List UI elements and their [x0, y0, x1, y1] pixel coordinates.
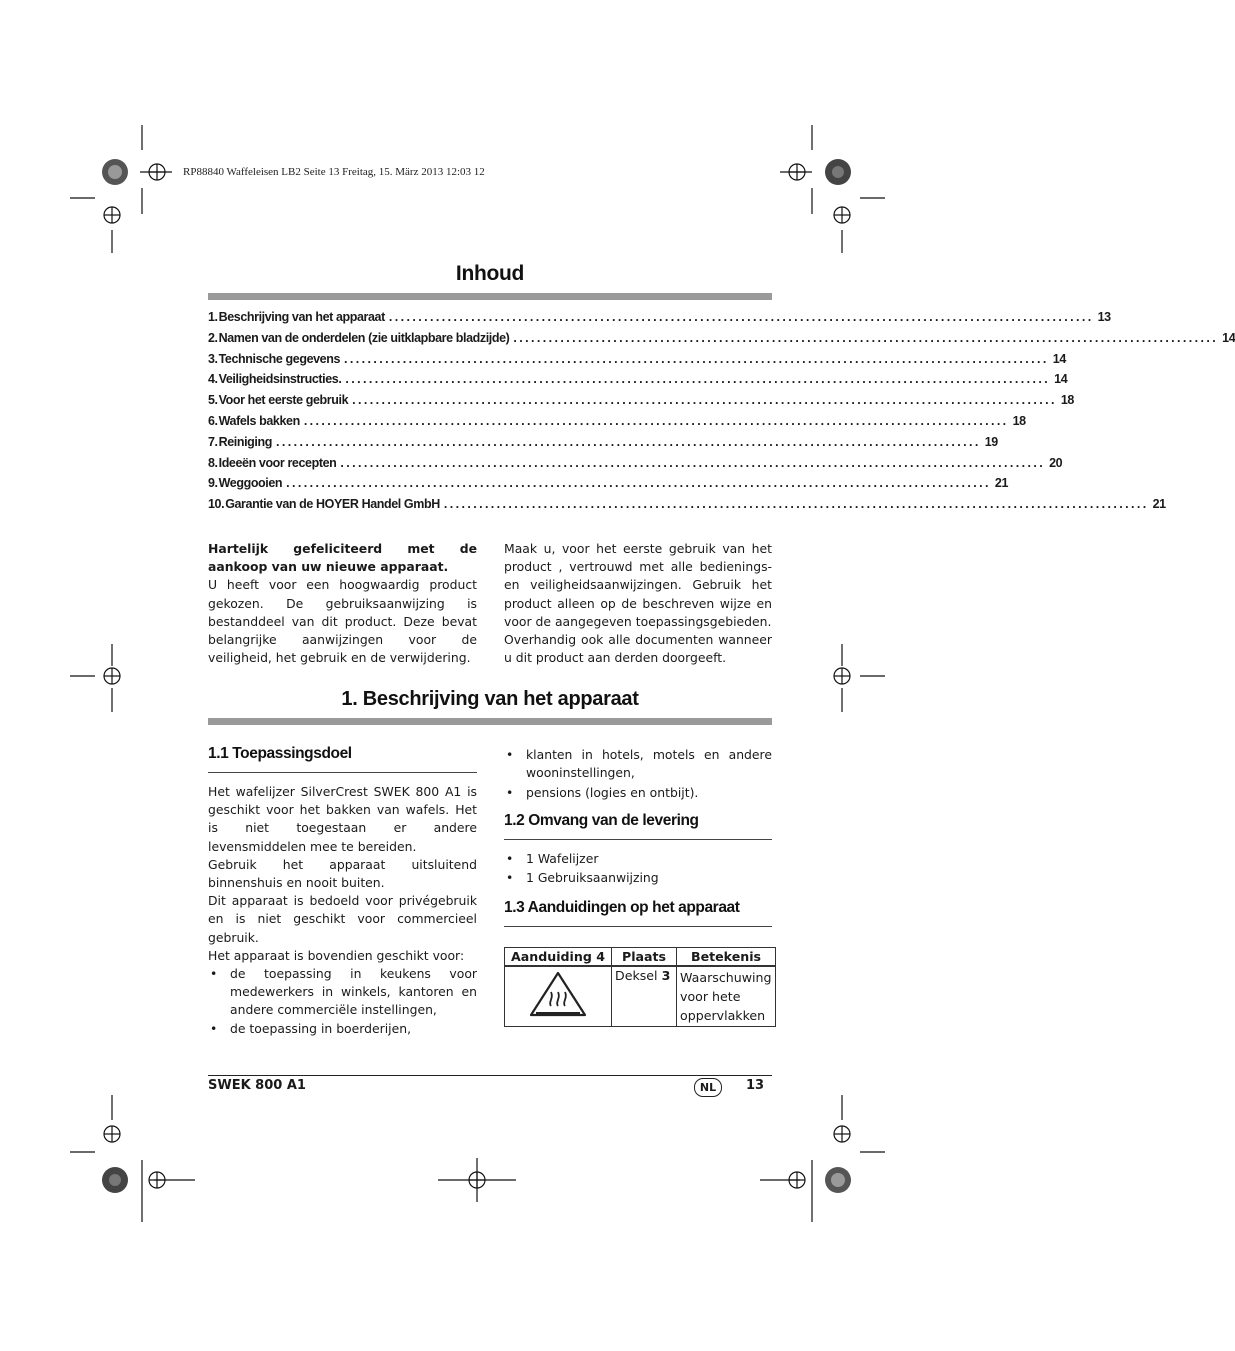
subsection-rule: [504, 926, 772, 927]
toc-page-number: 14: [1052, 351, 1066, 366]
toc-number: 8.: [208, 455, 218, 470]
subsection-title-1-3: 1.3 Aanduidingen op het apparaat: [504, 899, 740, 916]
toc-entry-title: Weggooien: [218, 476, 283, 491]
toc-row[interactable]: [208, 476, 1009, 497]
toc-row[interactable]: [208, 393, 1074, 414]
toc-number: 7.: [208, 434, 218, 449]
toc-entry-title: Ideeën voor recepten: [218, 455, 337, 470]
paragraph: Het wafelijzer SilverCrest SWEK 800 A1 is geschikt voor het bakken van wafels. Het is niet toegestaan er andere levensmiddelen mee te bereiden.: [208, 784, 477, 854]
toc-row[interactable]: [208, 351, 1066, 373]
toc-entry-title: Reiniging: [218, 434, 272, 449]
toc-leader-dots: ........................................................................................................................: [388, 310, 1094, 324]
intro-right: [504, 540, 772, 667]
toc-page-number: 14: [1222, 330, 1235, 345]
subsection-rule: [504, 839, 772, 840]
intro-left-text: U heeft voor een hoogwaardig product gekozen. De gebruiksaanwijzing is bestanddeel van dit product. Deze bevat belangrijke aanwijzingen voor de veiligheid, het gebruik en de verwijdering.: [208, 577, 477, 666]
toc-number: 4.: [208, 372, 218, 387]
toc-entry-title: Technische gegevens: [218, 351, 341, 366]
toc-page-number: 20: [1049, 455, 1063, 470]
toc-page-number: 21: [994, 476, 1009, 491]
toc-number: 5.: [208, 393, 218, 408]
toc-page-number: 14: [1054, 372, 1068, 387]
toc-leader-dots: ........................................................................................................................: [340, 455, 1046, 470]
toc-number: 2.: [208, 330, 218, 345]
paragraph: Het apparaat is bovendien geschikt voor:: [208, 947, 465, 963]
toc-row[interactable]: [208, 413, 1026, 435]
toc-page-number: 21: [1152, 497, 1166, 512]
toc-number: 6.: [208, 413, 218, 428]
subsection-title-1-1: 1.1 Toepassingsdoel: [208, 745, 352, 762]
toc-page-number: 18: [1012, 413, 1026, 428]
toc-number: 9.: [208, 476, 218, 491]
hot-surface-warning-icon: [528, 970, 588, 1018]
language-badge: NL: [694, 1078, 722, 1097]
delivery-list: [504, 850, 772, 887]
toc-leader-dots: ........................................................................................................................: [303, 413, 1009, 428]
intro-right-p1: Maak u, voor het eerste gebruik van het product , vertrouwd met alle bedienings- en veiligheidsaanwijzingen. Gebruik het product alleen op de beschreven wijze en voor de aangegeven toepassingsgebieden.: [504, 541, 772, 629]
list-item: • pensions (logies en ontbijt).: [504, 784, 772, 802]
toc-row[interactable]: [208, 455, 1063, 477]
toc-entry-title: Namen van de onderdelen (zie uitklapbare bladzijde): [218, 330, 510, 345]
meaning-cell: Waarschuwing voor hete oppervlakken: [677, 966, 776, 1027]
table-cell: [612, 966, 677, 1027]
table-header: Plaats: [612, 948, 677, 967]
toc-leader-dots: ........................................................................................................................: [275, 434, 981, 449]
footer-model: SWEK 800 A1: [208, 1078, 306, 1093]
toc-leader-dots: ........................................................................................................................: [345, 372, 1051, 387]
toc-leader-dots: ........................................................................................................................: [286, 476, 991, 491]
bullet-list: [504, 746, 772, 803]
paragraph: Dit apparaat is bedoeld voor privégebruik en is niet geschikt voor commercieel gebruik.: [208, 893, 477, 945]
table-row: [505, 966, 776, 1027]
toc-title: Inhoud: [455, 262, 525, 285]
bullet-list: [208, 965, 477, 1038]
toc-page-number: 13: [1097, 310, 1111, 324]
toc-entry-title: Garantie van de HOYER Handel GmbH: [225, 497, 440, 512]
toc-row[interactable]: [208, 497, 1166, 518]
subsection-title-1-2: 1.2 Omvang van de levering: [504, 812, 699, 829]
toc-row[interactable]: [208, 310, 1111, 331]
list-item: • de toepassing in boerderijen,: [208, 1020, 477, 1038]
table-header: Aanduiding 4: [505, 948, 612, 967]
toc-row[interactable]: [208, 330, 1235, 352]
subsection-1-1-continued: [504, 746, 772, 803]
table-of-contents: [208, 310, 1235, 518]
table-header: Betekenis: [677, 948, 776, 967]
section-title: 1. Beschrijving van het apparaat: [341, 688, 639, 710]
list-item: • 1 Gebruiksaanwijzing: [504, 869, 772, 887]
toc-row[interactable]: [208, 434, 998, 456]
intro-heading: Hartelijk gefeliciteerd met de aankoop van uw nieuwe apparaat.: [208, 541, 477, 575]
footer-rule: [208, 1075, 772, 1076]
symbol-table: [504, 947, 776, 1027]
list-item: • klanten in hotels, motels en andere wooninstellingen,: [504, 746, 772, 782]
toc-number: 1.: [208, 310, 218, 324]
toc-page-number: 18: [1060, 393, 1074, 408]
list-item: • de toepassing in keukens voor medewerkers in winkels, kantoren en andere commerciële instellingen,: [208, 965, 477, 1020]
subsection-1-1-body: [208, 783, 477, 1038]
toc-number: 10.: [208, 497, 225, 512]
place-label: Deksel: [615, 968, 658, 983]
toc-number: 3.: [208, 351, 218, 366]
toc-page-number: 19: [984, 434, 998, 449]
toc-leader-dots: ........................................................................................................................: [443, 497, 1149, 512]
toc-entry-title: Wafels bakken: [218, 413, 300, 428]
toc-entry-title: Voor het eerste gebruik: [218, 393, 349, 408]
toc-leader-dots: ........................................................................................................................: [352, 393, 1057, 408]
list-item: • 1 Wafelijzer: [504, 850, 772, 868]
intro-left: [208, 540, 477, 667]
place-number: 3: [661, 968, 671, 983]
table-cell: [505, 966, 612, 1027]
toc-entry-title: Beschrijving van het apparaat: [218, 310, 385, 324]
paragraph: Gebruik het apparaat uitsluitend binnenshuis en nooit buiten.: [208, 856, 477, 891]
title-bar: [208, 293, 772, 300]
subsection-rule: [208, 772, 477, 773]
section-bar: [208, 718, 772, 725]
toc-entry-title: Veiligheidsinstructies.: [218, 372, 342, 387]
print-header: RP88840 Waffeleisen LB2 Seite 13 Freitag, 15. März 2013 12:03 12: [183, 166, 485, 178]
page-number: 13: [746, 1078, 765, 1093]
intro-right-p2: Overhandig ook alle documenten wanneer u dit product aan derden doorgeeft.: [504, 632, 772, 666]
toc-leader-dots: ........................................................................................................................: [344, 351, 1049, 366]
toc-row[interactable]: [208, 372, 1068, 393]
toc-leader-dots: ........................................................................................................................: [513, 330, 1219, 345]
